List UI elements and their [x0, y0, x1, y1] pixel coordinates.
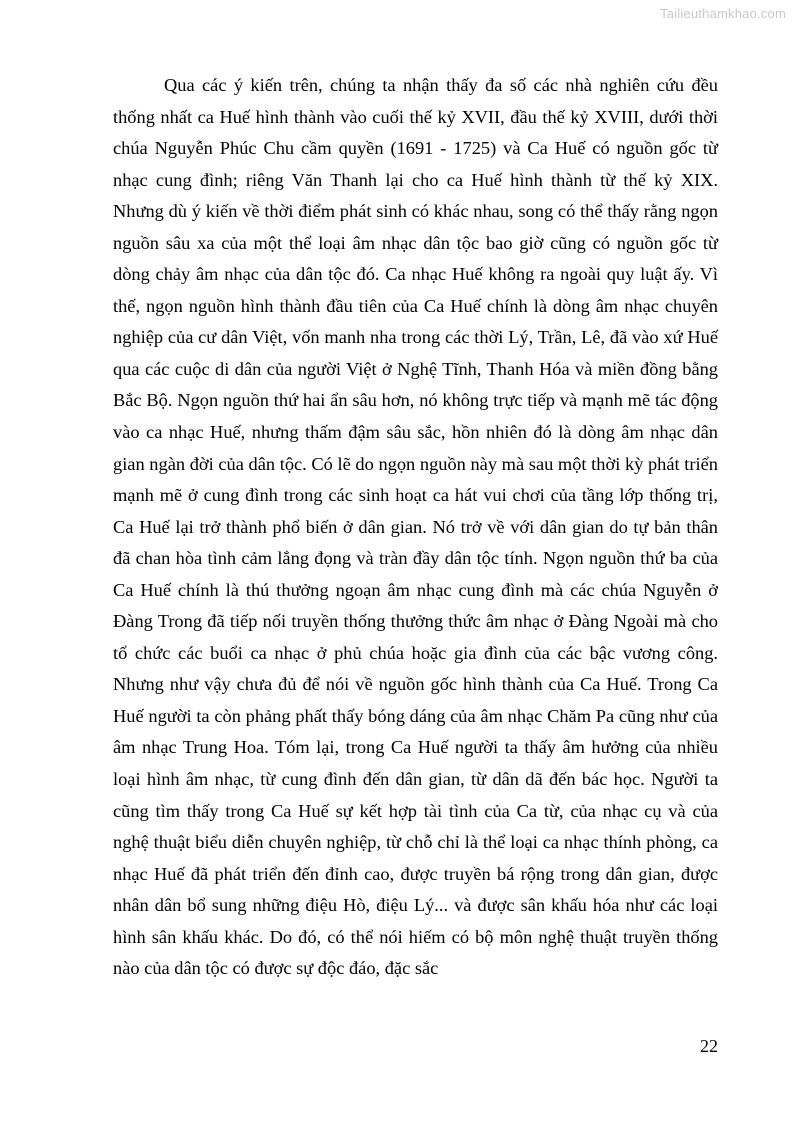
page-number: 22	[700, 1036, 718, 1056]
body-paragraph: Qua các ý kiến trên, chúng ta nhận thấy đa số các nhà nghiên cứu đều thống nhất ca Huế hình thành vào cuối thế kỷ XVII, đầu thế kỷ XVIII, dưới thời chúa Nguyễn Phúc Chu cầm quyền (1691 - 1725) và Ca Huế có nguồn gốc từ nhạc cung đình; riêng Văn Thanh lại cho ca Huế hình thành từ thế kỷ XIX. Nhưng dù ý kiến về thời điểm phát sinh có khác nhau, song có thể thấy rằng ngọn nguồn sâu xa của một thể loại âm nhạc dân tộc bao giờ cũng có nguồn gốc từ dòng chảy âm nhạc của dân tộc đó. Ca nhạc Huế không ra ngoài quy luật ấy. Vì thế, ngọn nguồn hình thành đầu tiên của Ca Huế chính là dòng âm nhạc chuyên nghiệp của cư dân Việt, vốn manh nha trong các thời Lý, Trần, Lê, đã vào xứ Huế qua các cuộc di dân của người Việt ở Nghệ Tĩnh, Thanh Hóa và miền đồng bằng Bắc Bộ. Ngọn nguồn thứ hai ẩn sâu hơn, nó không trực tiếp và mạnh mẽ tác động vào ca nhạc Huế, nhưng thấm đậm sâu sắc, hồn nhiên đó là dòng âm nhạc dân gian ngàn đời của dân tộc. Có lẽ do ngọn nguồn này mà sau một thời kỳ phát triển mạnh mẽ ở cung đình trong các sinh hoạt ca hát vui chơi của tầng lớp thống trị, Ca Huế lại trở thành phổ biến ở dân gian. Nó trở về với dân gian do tự bản thân đã chan hòa tình cảm lắng đọng và tràn đầy dân tộc tính. Ngọn nguồn thứ ba của Ca Huế chính là thú thưởng ngoạn âm nhạc cung đình mà các chúa Nguyễn ở Đàng Trong đã tiếp nối truyền thống thưởng thức âm nhạc ở Đàng Ngoài mà cho tổ chức các buổi ca nhạc ở phủ chúa hoặc gia đình của các bậc vương công. Nhưng như vậy chưa đủ để nói về nguồn gốc hình thành của Ca Huế. Trong Ca Huế người ta còn phảng phất thấy bóng dáng của âm nhạc Chăm Pa cũng như của âm nhạc Trung Hoa. Tóm lại, trong Ca Huế người ta thấy âm hưởng của nhiều loại hình âm nhạc, từ cung đình đến dân gian, từ dân dã đến bác học. Người ta cũng tìm thấy trong Ca Huế sự kết hợp tài tình của Ca từ, của nhạc cụ và của nghệ thuật biểu diễn chuyên nghiệp, từ chỗ chỉ là thể loại ca nhạc thính phòng, ca nhạc Huế đã phát triển đến đỉnh cao, được truyền bá rộng trong dân gian, được nhân dân bổ sung những điệu Hò, điệu Lý... và được sân khấu hóa như các loại hình sân khấu khác. Do đó, có thể nói hiếm có bộ môn nghệ thuật truyền thống nào của dân tộc có được sự độc đáo, đặc sắc	[113, 75, 718, 979]
watermark: Tailieuthamkhao.com	[660, 6, 786, 21]
page-body	[113, 70, 718, 985]
